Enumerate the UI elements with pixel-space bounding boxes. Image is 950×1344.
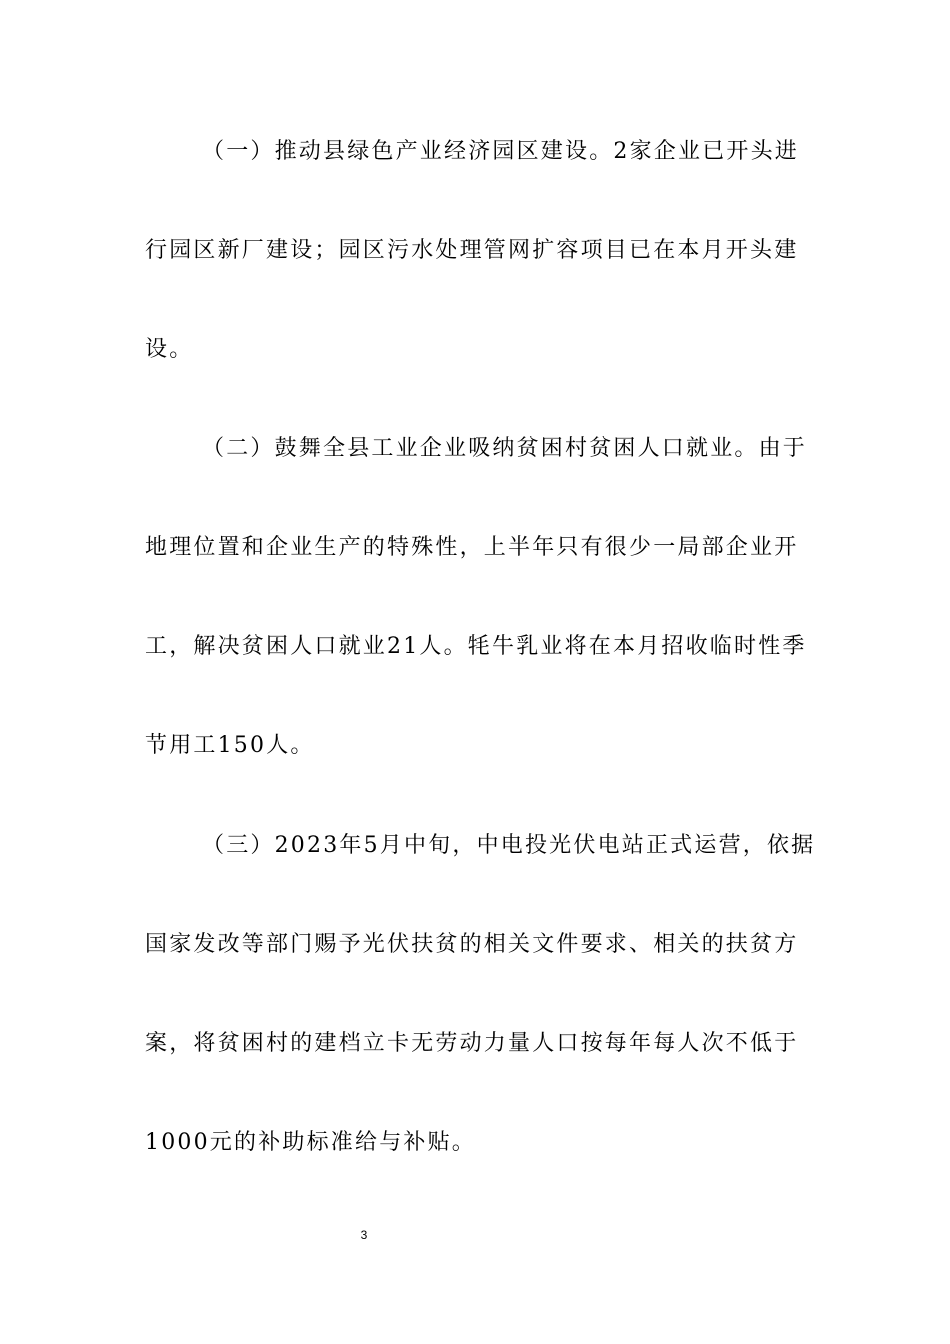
paragraph-2-line-4: 节用工150人。 xyxy=(145,733,315,758)
paragraph-3-line-1: （三）2023年5月中旬，中电投光伏电站正式运营，依据 xyxy=(202,833,816,858)
paragraph-2-line-2: 地理位置和企业生产的特殊性，上半年只有很少一局部企业开 xyxy=(145,535,799,560)
paragraph-3-line-4: 1000元的补助标准给与补贴。 xyxy=(145,1130,476,1155)
paragraph-2-line-3: 工，解决贫困人口就业21人。牦牛乳业将在本月招收临时性季 xyxy=(145,634,807,659)
page-number: 3 xyxy=(360,1228,368,1242)
paragraph-1-line-2: 行园区新厂建设；园区污水处理管网扩容项目已在本月开头建 xyxy=(145,238,799,263)
paragraph-1-line-1: （一）推动县绿色产业经济园区建设。2家企业已开头进 xyxy=(202,139,799,164)
paragraph-3-line-2: 国家发改等部门赐予光伏扶贫的相关文件要求、相关的扶贫方 xyxy=(145,932,799,957)
paragraph-2-line-1: （二）鼓舞全县工业企业吸纳贫困村贫困人口就业。由于 xyxy=(202,436,808,461)
paragraph-3-line-3: 案，将贫困村的建档立卡无劳动力量人口按每年每人次不低于 xyxy=(145,1031,799,1056)
paragraph-1-line-3: 设。 xyxy=(145,337,194,362)
